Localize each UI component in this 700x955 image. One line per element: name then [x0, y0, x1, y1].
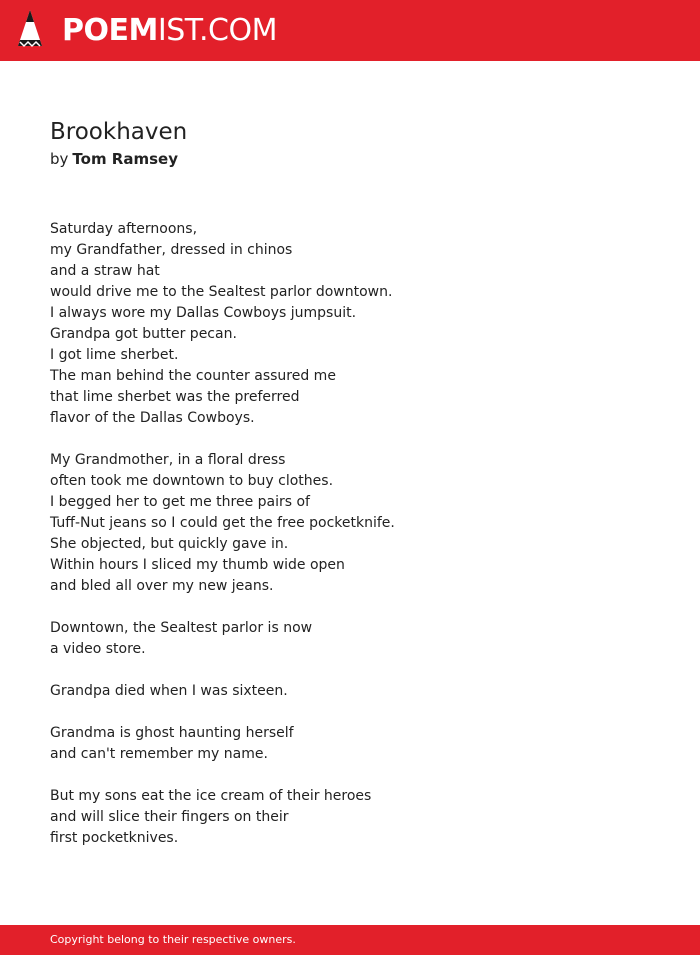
poem-stanza	[50, 219, 650, 429]
poem-line: often took me downtown to buy clothes.	[50, 473, 334, 489]
poem-line: that lime sherbet was the preferred	[50, 389, 300, 405]
poem-line: My Grandmother, in a floral dress	[50, 452, 286, 468]
poem-line: I got lime sherbet.	[50, 347, 179, 363]
poem-title: Brookhaven	[50, 119, 188, 145]
poem-line: I always wore my Dallas Cowboys jumpsuit.	[50, 305, 357, 321]
poem-line: Saturday afternoons,	[50, 221, 198, 237]
poem-line: Tuff-Nut jeans so I could get the free pocketknife.	[50, 515, 395, 531]
site-footer	[0, 925, 700, 955]
logo-light-text: IST.COM	[157, 13, 277, 48]
copyright-text: Copyright belong to their respective owners.	[50, 933, 296, 946]
poem-line: first pocketknives.	[50, 830, 179, 846]
poem-line: Grandma is ghost haunting herself	[50, 725, 294, 741]
poem-line: Within hours I sliced my thumb wide open	[50, 557, 345, 573]
pencil-tip-icon	[16, 8, 44, 52]
poem-line: But my sons eat the ice cream of their heroes	[50, 788, 372, 804]
poem-line: and a straw hat	[50, 263, 160, 279]
poem-byline	[50, 148, 178, 170]
site-header	[0, 0, 700, 61]
by-label: by	[50, 150, 69, 168]
logo-bold-text: POEM	[62, 13, 158, 48]
poem-body	[50, 219, 650, 870]
poem-stanza	[50, 723, 650, 765]
poem-author: Tom Ramsey	[72, 150, 178, 168]
poem-line: my Grandfather, dressed in chinos	[50, 242, 293, 258]
poem-line: and will slice their fingers on their	[50, 809, 289, 825]
poem-line: and bled all over my new jeans.	[50, 578, 274, 594]
poem-line: I begged her to get me three pairs of	[50, 494, 310, 510]
poem-line: and can't remember my name.	[50, 746, 268, 762]
poem-stanza	[50, 450, 650, 597]
poem-line: a video store.	[50, 641, 146, 657]
poem-line: would drive me to the Sealtest parlor downtown.	[50, 284, 393, 300]
poem-line: flavor of the Dallas Cowboys.	[50, 410, 255, 426]
site-logo[interactable]	[62, 11, 277, 51]
poem-line: The man behind the counter assured me	[50, 368, 336, 384]
poem-line: Grandpa got butter pecan.	[50, 326, 237, 342]
poem-line: She objected, but quickly gave in.	[50, 536, 289, 552]
poem-line: Grandpa died when I was sixteen.	[50, 683, 288, 699]
poem-stanza	[50, 681, 650, 702]
poem-stanza	[50, 786, 650, 849]
poem-line: Downtown, the Sealtest parlor is now	[50, 620, 313, 636]
poem-stanza	[50, 618, 650, 660]
